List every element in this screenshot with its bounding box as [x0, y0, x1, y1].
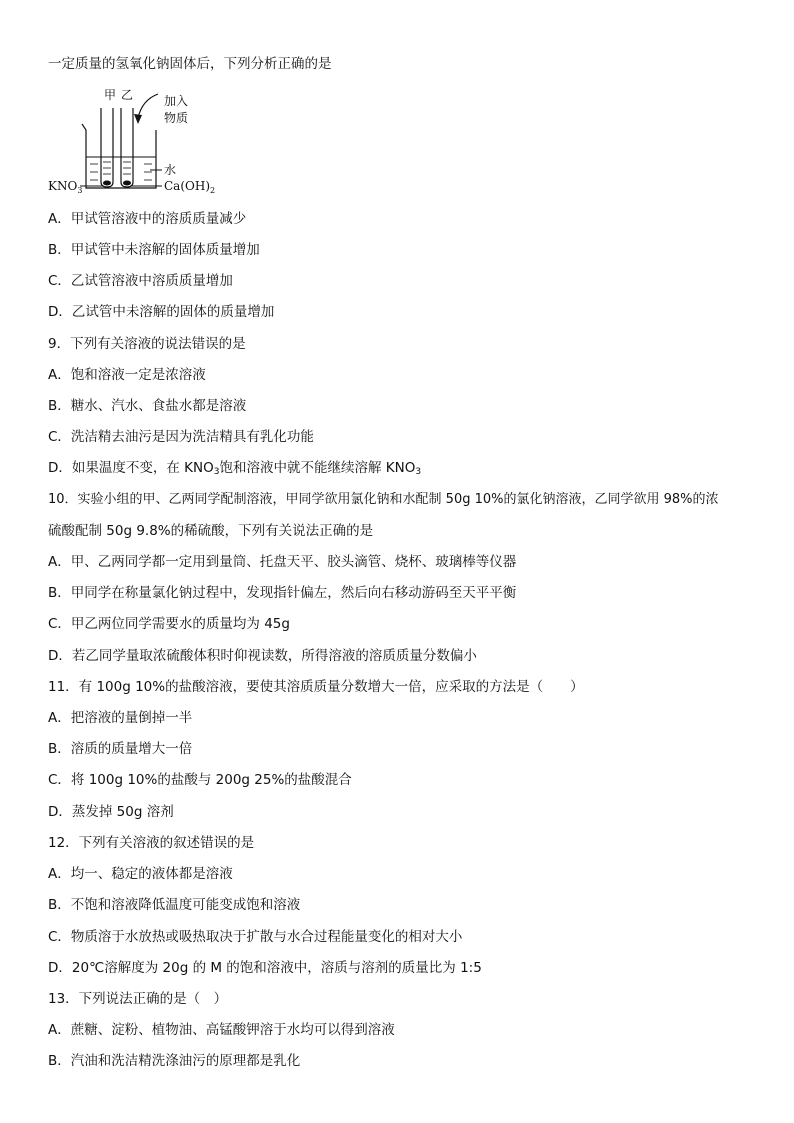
- q8-option-b: B．甲试管中未溶解的固体质量增加: [48, 242, 260, 258]
- q12-option-d: D．20℃溶解度为 20g 的 M 的饱和溶液中，溶质与溶剂的质量比为 1:5: [48, 960, 482, 976]
- beaker-icon: [82, 124, 156, 188]
- label-water: 水: [164, 163, 177, 177]
- add-arrow-icon: [138, 94, 158, 118]
- q9-option-d: D．如果温度不变，在 $KNO_3$饱和溶液中就不能继续溶解 $KNO_3$: [48, 460, 422, 477]
- label-add-1: 加入: [164, 94, 189, 108]
- tube-jia-solid: [103, 181, 111, 186]
- q9-option-c: C．洗洁精去油污是因为洗洁精具有乳化功能: [48, 429, 314, 445]
- q10-option-a: A．甲、乙两同学都一定用到量筒、托盘天平、胶头滴管、烧杯、玻璃棒等仪器: [48, 554, 517, 570]
- q9-option-b: B．糖水、汽水、食盐水都是溶液: [48, 398, 247, 414]
- q10-stem-line-2: 硫酸配制 50g 9.8%的稀硫酸，下列有关说法正确的是: [48, 523, 374, 539]
- label-yi: 乙: [121, 88, 134, 102]
- test-tube-yi-icon: [121, 108, 133, 187]
- q12-option-b: B．不饱和溶液降低温度可能变成饱和溶液: [48, 897, 301, 913]
- q10-option-d: D．若乙同学量取浓硫酸体积时仰视读数，所得溶液的溶质质量分数偏小: [48, 648, 477, 664]
- tube-yi-solution: [123, 162, 131, 174]
- q11-option-c: C．将 100g 10%的盐酸与 200g 25%的盐酸混合: [48, 772, 352, 788]
- q8-option-c: C．乙试管溶液中溶质质量增加: [48, 273, 233, 289]
- q11-option-a: A．把溶液的量倒掉一半: [48, 710, 193, 726]
- q11-option-b: B．溶质的质量增大一倍: [48, 741, 193, 757]
- q10-option-b: B．甲同学在称量氯化钠过程中，发现指针偏左，然后向右移动游码至天平平衡: [48, 585, 517, 601]
- q12-option-a: A．均一、稳定的液体都是溶液: [48, 866, 233, 882]
- test-tube-jia-icon: [101, 108, 113, 187]
- q12-option-c: C．物质溶于水放热或吸热取决于扩散与水合过程能量变化的相对大小: [48, 929, 463, 945]
- q9-option-a: A．饱和溶液一定是浓溶液: [48, 367, 206, 383]
- q10-stem-line-1: 10．实验小组的甲、乙两同学配制溶液，甲同学欲用氯化钠和水配制 50g 10%的氯化钠溶液，乙同学欲用 98%的浓: [48, 492, 719, 507]
- q11-stem: 11．有 100g 10%的盐酸溶液，要使其溶质质量分数增大一倍，应采取的方法是（ ）: [48, 679, 584, 695]
- beaker-test-tube-diagram: [46, 84, 236, 196]
- q8-option-a: A．甲试管溶液中的溶质质量减少: [48, 211, 247, 227]
- tube-jia-solution: [103, 162, 111, 174]
- q13-option-a: A．蔗糖、淀粉、植物油、高锰酸钾溶于水均可以得到溶液: [48, 1022, 395, 1038]
- q11-option-d: D．蒸发掉 50g 溶剂: [48, 804, 174, 820]
- beaker-diagram-svg: [46, 84, 236, 196]
- tube-yi-solid: [123, 181, 131, 186]
- q10-option-c: C．甲乙两位同学需要水的质量均为 45g: [48, 616, 290, 632]
- question-8-stem-continuation: 一定质量的氢氧化钠固体后，下列分析正确的是: [48, 56, 332, 72]
- q8-option-d: D．乙试管中未溶解的固体的质量增加: [48, 304, 275, 320]
- q13-stem: 13．下列说法正确的是（ ）: [48, 991, 228, 1007]
- arrow-head-icon: [134, 114, 142, 124]
- label-add-2: 物质: [164, 111, 189, 125]
- q13-option-b: B．汽油和洗洁精洗涤油污的原理都是乳化: [48, 1053, 301, 1069]
- label-jia: 甲: [104, 88, 117, 102]
- label-caoh2: $Ca(OH)_2$: [164, 179, 216, 195]
- label-kno3: $KNO_3$: [48, 179, 83, 195]
- q9-stem: 9．下列有关溶液的说法错误的是: [48, 336, 246, 352]
- q12-stem: 12．下列有关溶液的叙述错误的是: [48, 835, 255, 851]
